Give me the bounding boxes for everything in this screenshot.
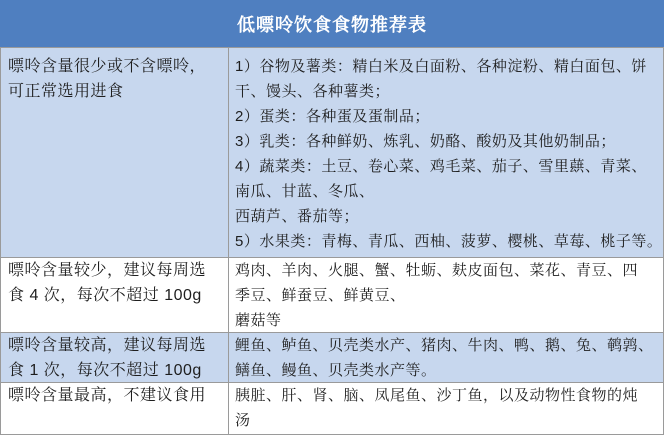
table-row-2 xyxy=(1,258,663,333)
food-list-line: 季豆、鲜蚕豆、鲜黄豆、 xyxy=(235,287,406,304)
recommended-foods-cell xyxy=(229,383,663,434)
food-list-line: 鸡肉、羊肉、火腿、蟹、牡蛎、麸皮面包、菜花、青豆、四 xyxy=(235,262,639,279)
food-list-line: 汤 xyxy=(235,412,251,429)
table-row-1 xyxy=(1,48,663,258)
purine-level-cell xyxy=(1,258,229,332)
purine-level-text-line: 嘌呤含量很少或不含嘌呤， xyxy=(8,58,207,75)
table-title: 低嘌呤饮食食物推荐表 xyxy=(237,14,427,35)
food-list-line: 蘑菇等 xyxy=(235,312,282,329)
food-list-line: 鳝鱼、鳗鱼、贝壳类水产等。 xyxy=(235,362,437,379)
purine-level-cell xyxy=(1,48,229,257)
food-list-line: 南瓜、甘蓝、冬瓜、 xyxy=(235,183,375,200)
purine-level-cell xyxy=(1,383,229,434)
food-list-line: 鲤鱼、鲈鱼、贝壳类水产、猪肉、牛肉、鸭、鹅、兔、鹌鹑、 xyxy=(235,337,654,354)
recommended-foods-cell xyxy=(229,48,663,257)
table-row-3 xyxy=(1,333,663,383)
food-list-line: 5）水果类：青梅、青瓜、西柚、菠萝、樱桃、草莓、桃子等。 xyxy=(235,233,663,250)
recommended-foods-cell xyxy=(229,333,663,382)
food-list-line: 4）蔬菜类：土豆、卷心菜、鸡毛菜、茄子、雪里蕻、青菜、 xyxy=(235,158,647,175)
food-list-line: 2）蛋类：各种蛋及蛋制品； xyxy=(235,108,430,125)
table-row-4 xyxy=(1,383,663,435)
purine-level-cell xyxy=(1,333,229,382)
food-list-line: 1）谷物及薯类：精白米及白面粉、各种淀粉、精白面包、饼 xyxy=(235,58,647,75)
food-recommendation-table xyxy=(0,47,664,435)
purine-level-text-line: 嘌呤含量较少，建议每周选 xyxy=(8,262,207,279)
purine-level-text-line: 食 1 次，每次不超过 100g xyxy=(8,362,202,379)
purine-level-text-line: 嘌呤含量较高，建议每周选 xyxy=(8,337,207,354)
purine-level-text-line: 嘌呤含量最高，不建议食用 xyxy=(8,387,207,404)
food-list-line: 3）乳类：各种鲜奶、炼乳、奶酪、酸奶及其他奶制品； xyxy=(235,133,616,150)
purine-level-text-line: 可正常选用进食 xyxy=(8,83,124,100)
food-list-line: 干、馒头、各种薯类； xyxy=(235,83,391,100)
table-title-bar xyxy=(0,0,664,47)
food-list-line: 胰脏、肝、肾、脑、凤尾鱼、沙丁鱼，以及动物性食物的炖 xyxy=(235,387,639,404)
purine-level-text-line: 食 4 次，每次不超过 100g xyxy=(8,287,202,304)
recommended-foods-cell xyxy=(229,258,663,332)
food-list-line: 西葫芦、番茄等； xyxy=(235,208,360,225)
